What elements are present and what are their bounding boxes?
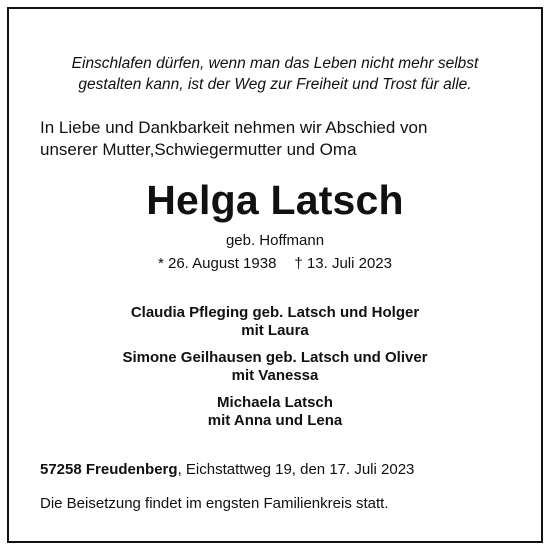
place-name: 57258 Freudenberg: [40, 461, 178, 478]
farewell-intro: [40, 117, 529, 161]
family-line: mit Vanessa: [231, 367, 319, 384]
obituary-notice: [7, 7, 543, 543]
surviving-family: [9, 304, 541, 439]
family-line: Claudia Pfleging geb. Latsch und Holger: [130, 304, 420, 321]
family-line: mit Anna und Lena: [207, 412, 343, 429]
farewell-intro-line-2: unserer Mutter,Schwiegermutter und Oma: [40, 140, 357, 159]
maiden-name: geb. Hoffmann: [225, 232, 325, 249]
family-line: Michaela Latsch: [217, 394, 333, 411]
family-group-simone: [9, 349, 541, 385]
death-date: † 13. Juli 2023: [294, 255, 392, 272]
family-group-michaela: [9, 394, 541, 430]
birth-date: * 26. August 1938: [157, 255, 277, 272]
memorial-quote-line-2: gestalten kann, ist der Weg zur Freiheit und Trost für alle.: [78, 76, 472, 93]
life-dates: [9, 255, 541, 273]
burial-notice: Die Beisetzung findet im engsten Familienkreis statt.: [40, 495, 389, 512]
memorial-quote-line-1: Einschlafen dürfen, wenn man das Leben nicht mehr selbst: [71, 55, 479, 72]
memorial-quote: [9, 53, 541, 95]
family-group-claudia: [9, 304, 541, 340]
family-line: Simone Geilhausen geb. Latsch und Oliver: [122, 349, 428, 366]
deceased-name: Helga Latsch: [146, 177, 404, 223]
address-and-date: , Eichstattweg 19, den 17. Juli 2023: [177, 461, 415, 478]
farewell-intro-line-1: In Liebe und Dankbarkeit nehmen wir Abschied von: [40, 118, 428, 137]
place-and-date: [40, 461, 529, 479]
family-line: mit Laura: [241, 322, 309, 339]
